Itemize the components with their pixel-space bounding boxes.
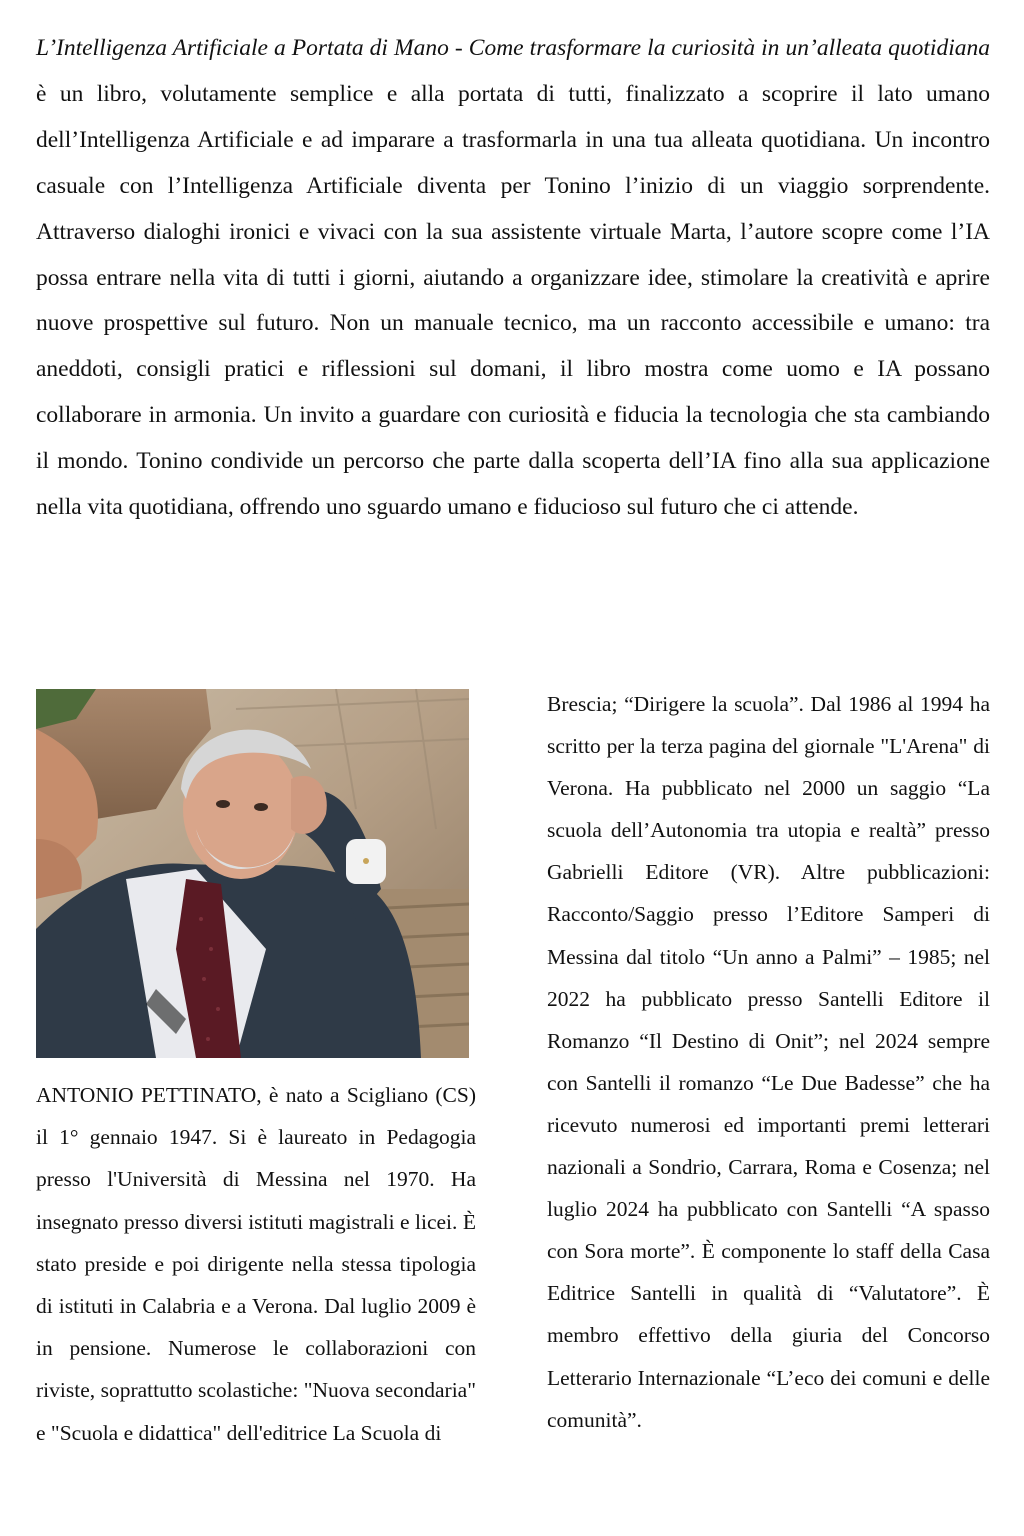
author-bio-part1: ANTONIO PETTINATO, è nato a Scigliano (CS) il 1° gennaio 1947. Si è laureato in Pedagogia presso l'Università di Messina nel 1970. Ha insegnato presso diversi istituti magistrali e licei. È stato preside e poi dirigente nella stessa tipologia di istituti in Calabria e a Verona. Dal luglio 2009 è in pensione. Numerose le collaborazioni con riviste, soprattutto scolastiche: "Nuova secondaria" e "Scuola e didattica" dell'editrice La Scuola di <box>36 1083 476 1445</box>
author-photo <box>36 689 469 1058</box>
author-bio-part2: Brescia; “Dirigere la scuola”. Dal 1986 al 1994 ha scritto per la terza pagina del giornale "L'Arena" di Verona. Ha pubblicato nel 2000 un saggio “La scuola dell’Autonomia tra utopia e realtà” presso Gabrielli Editore (VR). Altre pubblicazioni: Racconto/Saggio presso l’Editore Samperi di Messina dal titolo “Un anno a Palmi” – 1985; nel 2022 ha pubblicato presso Santelli Editore il Romanzo “Il Destino di Onit”; nel 2024 sempre con Santelli il romanzo “Le Due Badesse” che ha ricevuto numerosi ed importanti premi letterari nazionali a Sondrio, Carrara, Roma e Cosenza; nel luglio 2024 ha pubblicato con Santelli “A spasso con Sora morte”. È componente lo staff della Casa Editrice Santelli in qualità di “Valutatore”. È membro effettivo della giuria del Concorso Letterario Internazionale “L’eco dei comuni e delle comunità”. <box>547 692 990 1432</box>
book-description-text: è un libro, volutamente semplice e alla portata di tutti, finalizzato a scoprire il lato umano dell’Intelligenza Artificiale e ad imparare a trasformarla in una tua alleata quotidiana. Un incontro casuale con l’Intelligenza Artificiale diventa per Tonino l’inizio di un viaggio sorprendente. Attraverso dialoghi ironici e vivaci con la sua assistente virtuale Marta, l’autore scopre come l’IA possa entrare nella vita di tutti i giorni, aiutando a organizzare idee, stimolare la creatività e aprire nuove prospettive sul futuro. Non un manuale tecnico, ma un racconto accessibile e umano: tra aneddoti, consigli pratici e riflessioni sul domani, il libro mostra come uomo e IA possano collaborare in armonia. Un invito a guardare con curiosità e fiducia la tecnologia che sta cambiando il mondo. Tonino condivide un percorso che parte dalla scoperta dell’IA fino alla sua applicazione nella vita quotidiana, offrendo uno sguardo umano e fiducioso sul futuro che ci attende. <box>36 80 990 521</box>
book-description <box>36 26 990 531</box>
book-title: L’Intelligenza Artificiale a Portata di Mano - Come trasformare la curiosità in un’alleata quotidiana <box>36 35 990 61</box>
